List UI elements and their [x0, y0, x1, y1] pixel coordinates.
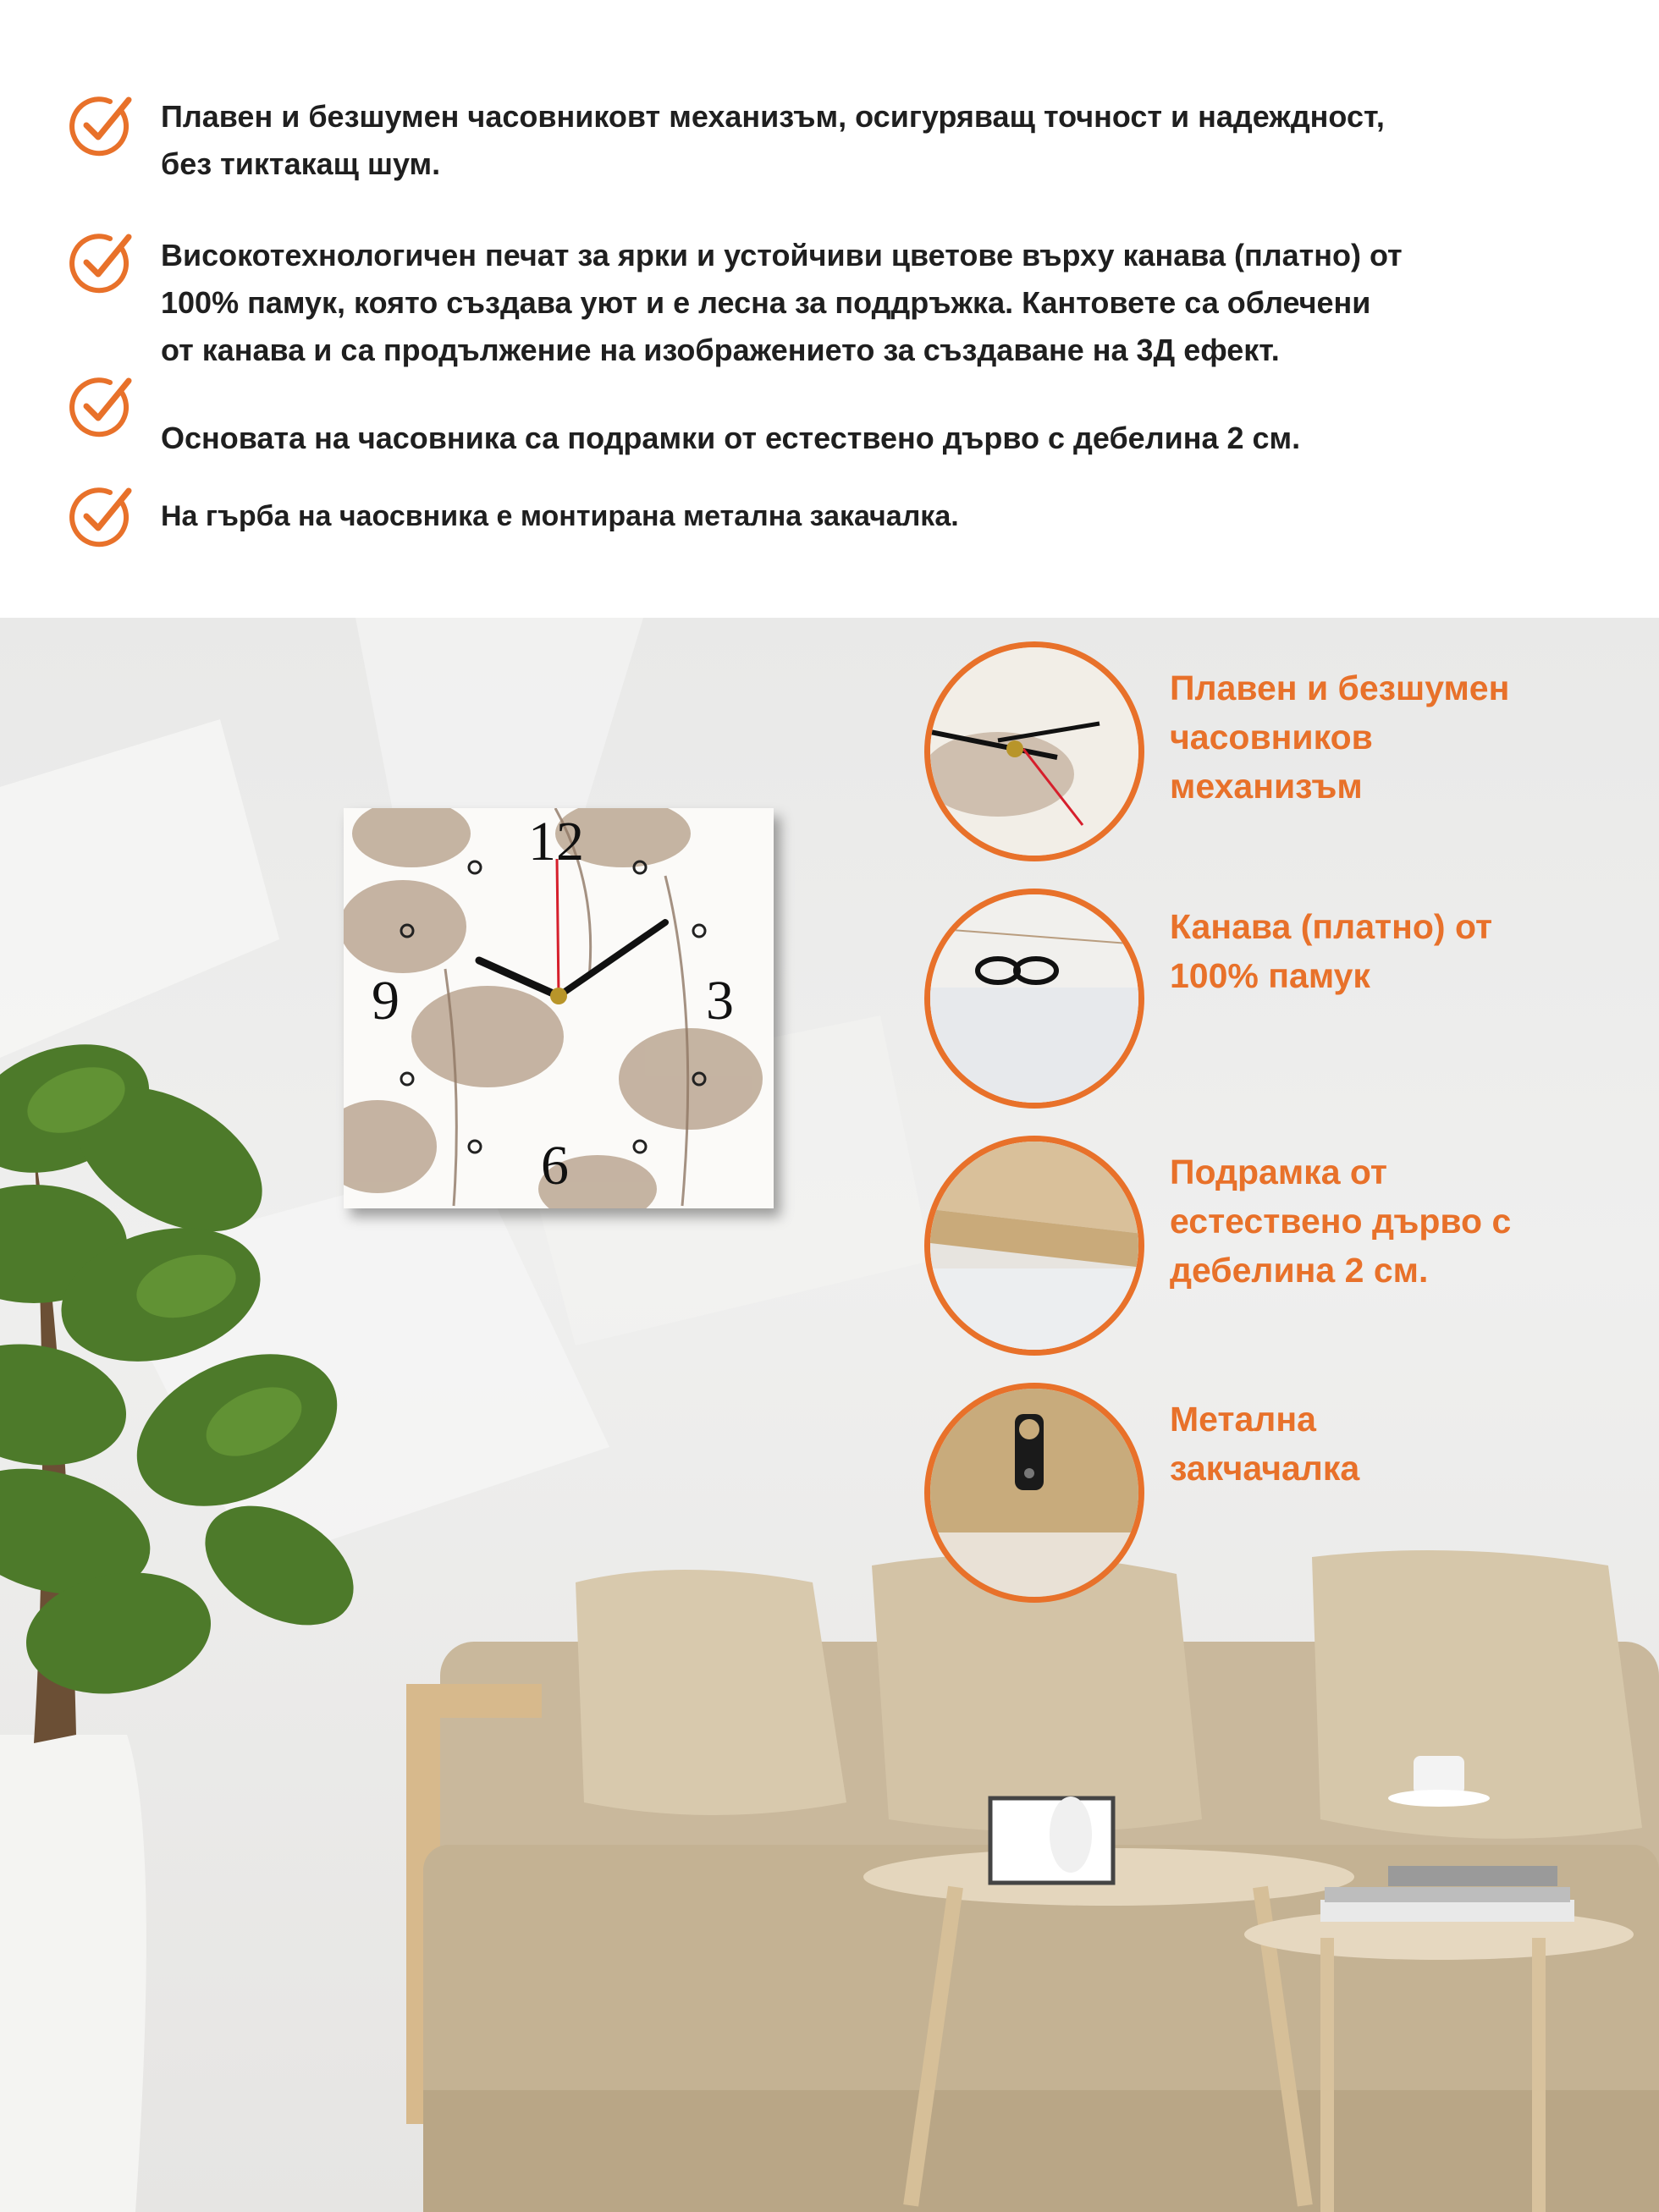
detail-line: Плавен и безшумен — [1170, 669, 1510, 707]
feature-line: Плавен и безшумен часовниковт механизъм, осигуряващ точност и надеждност, — [161, 99, 1385, 134]
clock-mechanism-closeup — [930, 647, 1144, 861]
feature-line: 100% памук, която създава уют и е лесна за поддръжка. Кантовете са облечени — [161, 285, 1371, 320]
detail-circle-hanger — [924, 1383, 1144, 1603]
detail-label-frame — [1170, 1147, 1610, 1295]
detail-circle-mechanism — [924, 641, 1144, 861]
check-circle-icon — [66, 91, 135, 161]
feature-text — [161, 232, 1549, 374]
detail-line: часовников — [1170, 718, 1373, 757]
detail-circle-canvas — [924, 889, 1144, 1109]
clock-numeral-9: 9 — [372, 970, 400, 1032]
canvas-closeup — [930, 894, 1144, 1109]
detail-line: механизъм — [1170, 767, 1363, 806]
detail-line: 100% памук — [1170, 956, 1370, 995]
feature-line: Високотехнологичен печат за ярки и устойчиви цветове върху канава (платно) от — [161, 238, 1403, 272]
detail-line: дебелина 2 см. — [1170, 1251, 1429, 1290]
feature-line: Основата на часовника са подрамки от естествено дърво с дебелина 2 см. — [161, 421, 1301, 455]
feature-line: от канава и са продължение на изображението за създаване на 3Д ефект. — [161, 333, 1280, 367]
detail-label-hanger — [1170, 1395, 1610, 1493]
feature-line: На гърба на чаосвника е монтирана метална закачалка. — [161, 500, 959, 532]
clock-numeral-12: 12 — [528, 811, 584, 872]
check-circle-icon — [66, 372, 135, 442]
detail-line: Канава (платно) от — [1170, 907, 1493, 946]
wood-frame-closeup — [930, 1142, 1144, 1356]
detail-line: естествено дърво с — [1170, 1202, 1512, 1241]
detail-line: Подрамка от — [1170, 1153, 1387, 1191]
living-room-scene — [0, 618, 1659, 2212]
feature-text — [161, 492, 1549, 540]
check-circle-icon — [66, 482, 135, 552]
detail-label-mechanism — [1170, 663, 1610, 811]
wall-clock — [344, 808, 774, 1208]
feature-line: без тиктакащ шум. — [161, 146, 441, 181]
feature-text — [161, 415, 1549, 462]
feature-text — [161, 93, 1549, 188]
detail-line: закчачалка — [1170, 1449, 1360, 1488]
detail-label-canvas — [1170, 902, 1610, 1000]
detail-line: Метална — [1170, 1400, 1316, 1439]
clock-numeral-3: 3 — [706, 970, 734, 1032]
metal-hanger-closeup — [930, 1389, 1144, 1603]
check-circle-icon — [66, 228, 135, 298]
features-section — [0, 0, 1659, 618]
detail-circle-frame — [924, 1136, 1144, 1356]
clock-numeral-6: 6 — [541, 1135, 569, 1197]
